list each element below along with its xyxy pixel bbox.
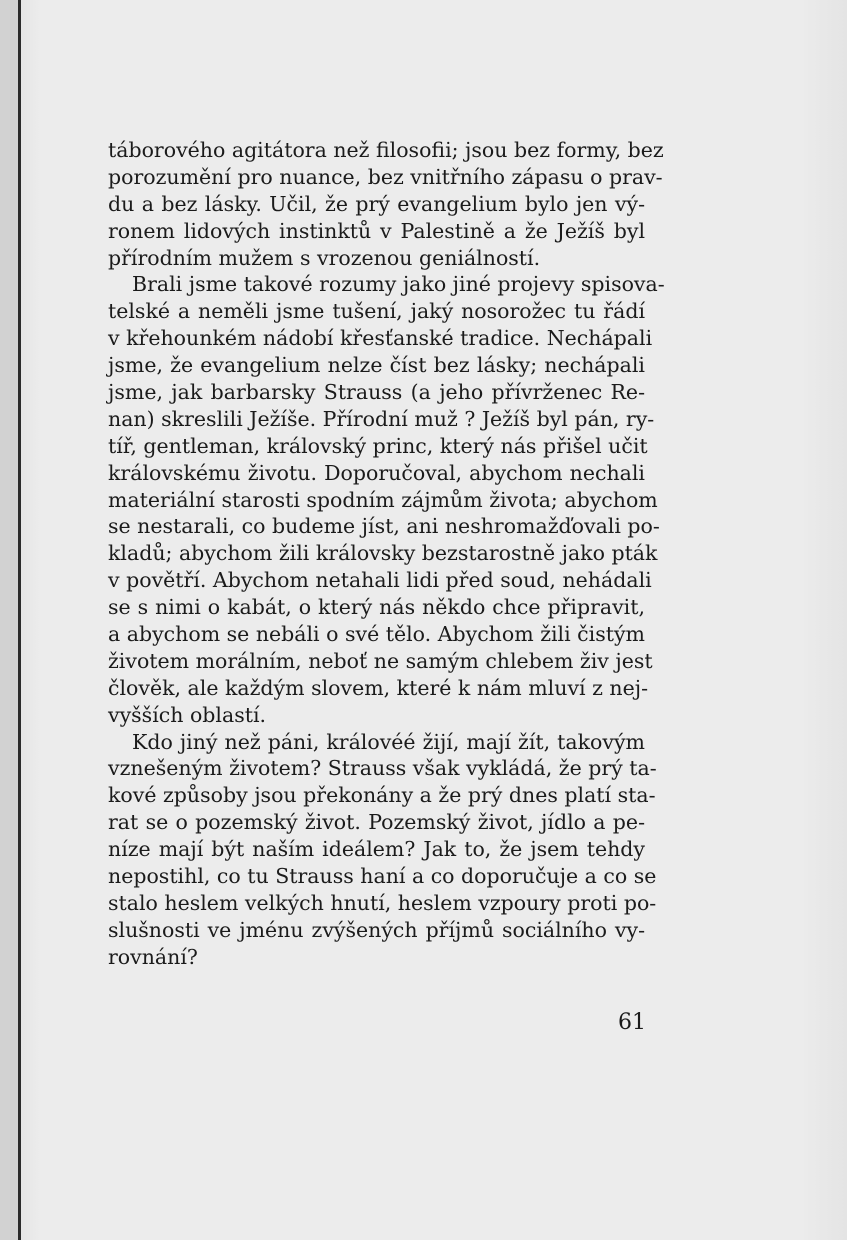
text-line: ronem lidových instinktů v Palestině a že Ježíš byl [108,218,645,243]
page-number: 61 [618,1010,646,1035]
binding-shadow [0,0,18,1240]
text-line: a abychom se nebáli o své tělo. Abychom žili čistým [108,622,645,647]
text-line: jsme, jak barbarsky Strauss (a jeho přívrženec Re- [108,380,645,405]
text-line: nepostihl, co tu Strauss haní a co doporučuje a co se [108,864,657,889]
text-line: slušnosti ve jménu zvýšených příjmů sociálního vy- [108,917,645,942]
text-line: rovnání? [108,944,198,969]
body-text [108,137,665,971]
text-line: v křehounkém nádobí křesťanské tradice. Nechápali [108,326,653,351]
text-line: materiální starosti spodním zájmům života; abychom [108,487,658,512]
text-line: vznešeným životem? Strauss však vykládá, že prý ta- [108,756,657,781]
text-line: Brali jsme takové rozumy jako jiné projevy spisova- [132,272,665,297]
text-line: kové způsoby jsou překonány a že prý dnes platí sta- [108,783,656,808]
text-line: člověk, ale každým slovem, které k nám mluví z nej- [108,675,649,700]
text-line: Kdo jiný než páni, královéé žijí, mají žít, takovým [132,729,645,754]
text-line: přírodním mužem s vrozenou geniálností. [108,245,541,270]
text-line: se s nimi o kabát, o který nás někdo chce připravit, [108,595,645,620]
text-line: táborového agitátora než filosofii; jsou bez formy, bez [108,138,664,162]
text-line: jsme, že evangelium nelze číst bez lásky; nechápali [108,353,645,378]
text-line: rat se o pozemský život. Pozemský život, jídlo a pe- [108,810,645,835]
text-line: královskému životu. Doporučoval, abychom nechali [108,460,645,485]
text-line: tíř, gentleman, královský princ, který nás přišel učit [108,433,648,458]
text-line: porozumění pro nuance, bez vnitřního zápasu o prav- [108,164,663,189]
text-line: níze mají být naším ideálem? Jak to, že jsem tehdy [108,837,645,862]
text-line: vyšších oblastí. [108,702,267,727]
text-line: v povětří. Abychom netahali lidi před soud, nehádali [108,568,652,593]
text-line: kladů; abychom žili královsky bezstarostně jako pták [108,541,658,566]
text-line: nan) skreslili Ježíše. Přírodní muž ? Ježíš byl pán, ry- [108,406,655,431]
text-line: životem morálním, neboť ne samým chlebem živ jest [108,648,653,673]
text-line: stalo heslem velkých hnutí, heslem vzpoury proti po- [108,890,657,915]
text-line: du a bez lásky. Učil, že prý evangelium bylo jen vý- [108,191,645,216]
text-line: telské a neměli jsme tušení, jaký nosorožec tu řádí [108,299,645,324]
text-line: se nestarali, co budeme jíst, ani neshromažďovali po- [108,514,660,539]
binding-edge [18,0,21,1240]
